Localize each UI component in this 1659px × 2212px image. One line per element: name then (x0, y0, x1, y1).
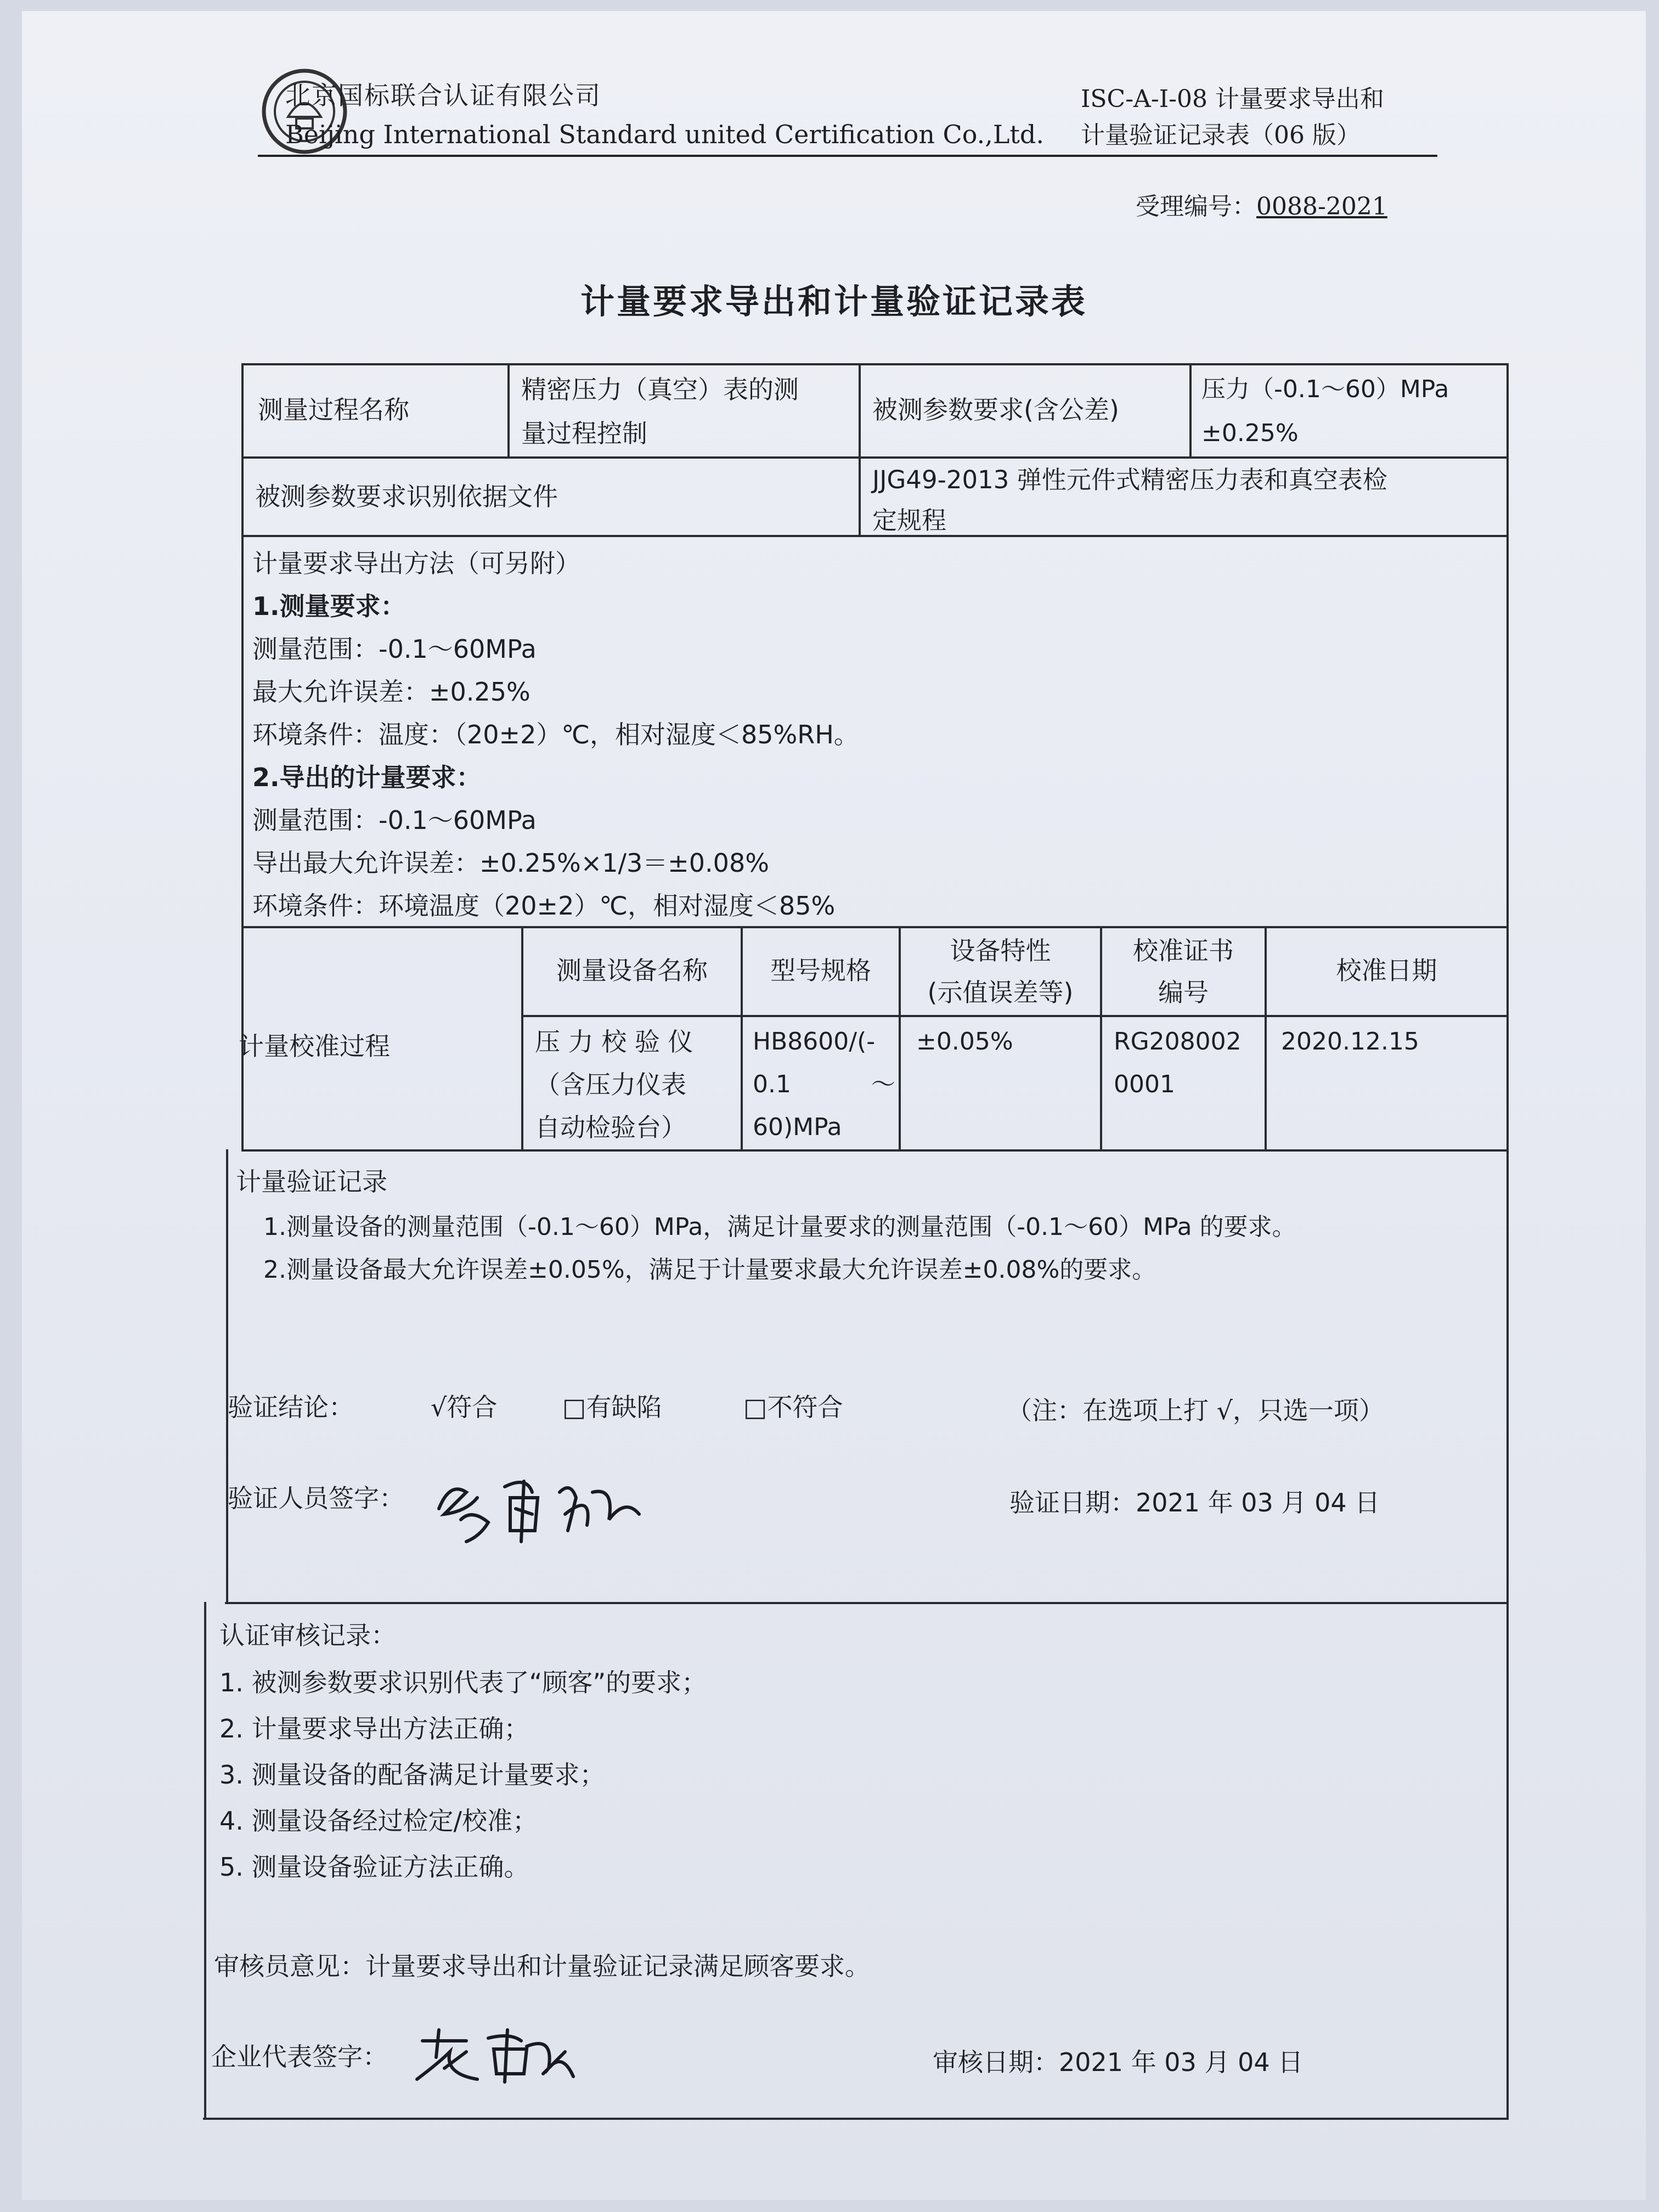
process-name-line2: 量过程控制 (521, 419, 647, 448)
representative-signature (406, 2019, 582, 2090)
acceptance-label: 受理编号： (1136, 193, 1256, 221)
derivation-line: 2.导出的计量要求： (252, 763, 482, 792)
calibration-process-label: 计量校准过程 (239, 1031, 390, 1061)
process-name-value (521, 368, 799, 455)
col-cert-no (1102, 930, 1265, 1013)
basis-document-line1: JJG49-2013 弹性元件式精密压力表和真空表检 (872, 465, 1387, 494)
col-characteristics-line2: (示值误差等) (927, 978, 1074, 1007)
device-name-line3: 自动检验台） (535, 1113, 686, 1142)
process-name-label: 测量过程名称 (258, 395, 409, 425)
table-border (204, 1602, 206, 2119)
table-border (507, 363, 510, 456)
basis-document-line2: 定规程 (872, 506, 947, 535)
document-page (22, 11, 1646, 2200)
device-name-line2: （含压力仪表 (535, 1070, 686, 1099)
derivation-line: 测量范围：-0.1～60MPa (252, 634, 537, 664)
audit-date: 审核日期：2021 年 03 月 04 日 (933, 2047, 1304, 2077)
col-cal-date: 校准日期 (1336, 956, 1437, 985)
derivation-line: 测量范围：-0.1～60MPa (252, 805, 537, 835)
param-requirement-label: 被测参数要求(含公差) (872, 395, 1119, 425)
audit-item: 2. 计量要求导出方法正确； (219, 1714, 529, 1743)
col-characteristics (901, 930, 1100, 1013)
table-border (241, 363, 1509, 365)
table-border (203, 2118, 1509, 2120)
device-model-line2 (753, 1063, 895, 1106)
basis-document-label: 被测参数要求识别依据文件 (255, 482, 558, 511)
device-model-line2-b: ～ (871, 1070, 895, 1098)
cert-number (1114, 1020, 1242, 1106)
table-border (241, 456, 1509, 459)
verifier-signature (428, 1459, 647, 1547)
option-nonconform[interactable]: □不符合 (743, 1392, 843, 1422)
derivation-line: 1.测量要求： (252, 591, 406, 621)
table-border (225, 1602, 1509, 1604)
audit-items (219, 1660, 707, 1890)
derivation-line: 环境条件：温度：（20±2）℃，相对湿度＜85%RH。 (252, 720, 859, 749)
audit-item: 5. 测量设备验证方法正确。 (219, 1852, 529, 1882)
derivation-line: 导出最大允许误差：±0.25%×1/3＝±0.08% (252, 848, 769, 878)
company-name-en: Beijing International Standard united Certification Co.,Ltd. (285, 120, 1044, 149)
verify-line1: 1.测量设备的测量范围（-0.1～60）MPa，满足计量要求的测量范围（-0.1～60）MPa 的要求。 (263, 1213, 1296, 1241)
param-requirement-line1: 压力（-0.1～60）MPa (1201, 375, 1449, 403)
process-name-line1: 精密压力（真空）表的测 (521, 375, 799, 404)
basis-document-value (872, 460, 1387, 541)
company-name-cn: 北京国标联合认证有限公司 (285, 81, 601, 110)
device-name-line1: 压 力 校 验 仪 (535, 1027, 693, 1057)
verify-date: 验证日期：2021 年 03 月 04 日 (1009, 1488, 1380, 1517)
verify-heading: 计量验证记录 (236, 1167, 387, 1197)
audit-heading: 认证审核记录： (219, 1621, 396, 1650)
table-border (226, 1149, 228, 1602)
col-characteristics-line1: 设备特性 (950, 936, 1051, 966)
rep-sign-label: 企业代表签字： (211, 2042, 388, 2072)
table-border (521, 1015, 1509, 1017)
param-requirement-value (1201, 368, 1449, 455)
param-requirement-line2: ±0.25% (1201, 419, 1299, 447)
audit-item: 3. 测量设备的配备满足计量要求； (219, 1760, 605, 1790)
derivation-heading: 计量要求导出方法（可另附） (252, 549, 580, 578)
option-defect[interactable]: □有缺陷 (562, 1392, 662, 1422)
table-border (1189, 363, 1192, 456)
form-title: 计量要求导出和计量验证记录表 (580, 281, 1087, 321)
device-model-line3: 60)MPa (753, 1113, 842, 1141)
conclusion-note: （注：在选项上打 √，只选一项） (1007, 1396, 1384, 1425)
device-model-line2-a: 0.1 (753, 1070, 791, 1098)
doc-code-line2: 计量验证记录表（06 版） (1081, 121, 1361, 149)
audit-item: 1. 被测参数要求识别代表了“顾客”的要求； (219, 1668, 707, 1697)
calibration-date: 2020.12.15 (1281, 1028, 1419, 1056)
derivation-line: 环境条件：环境温度（20±2）℃，相对湿度＜85% (252, 891, 836, 921)
table-border (1506, 363, 1509, 2119)
derivation-method (252, 542, 859, 927)
table-border (241, 1149, 1509, 1152)
audit-item: 4. 测量设备经过检定/校准； (219, 1806, 538, 1836)
derivation-line: 最大允许误差：±0.25% (252, 677, 531, 707)
device-name (535, 1020, 693, 1149)
device-characteristics: ±0.05% (916, 1028, 1013, 1056)
acceptance-number (1136, 187, 1387, 222)
device-model (753, 1020, 895, 1149)
cert-number-line1: RG208002 (1114, 1028, 1242, 1056)
col-model: 型号规格 (770, 956, 871, 985)
conclusion-label: 验证结论： (228, 1392, 354, 1422)
device-model-line1: HB8600/(- (753, 1028, 876, 1056)
option-conform[interactable]: √符合 (431, 1392, 498, 1422)
auditor-opinion: 审核员意见：计量要求导出和计量验证记录满足顾客要求。 (214, 1951, 870, 1981)
doc-code (1081, 81, 1384, 154)
col-cert-no-line1: 校准证书 (1133, 936, 1234, 966)
table-border (859, 363, 861, 535)
doc-code-line1: ISC-A-I-08 计量要求导出和 (1081, 85, 1384, 113)
verifier-sign-label: 验证人员签字： (228, 1483, 404, 1513)
verify-line2: 2.测量设备最大允许误差±0.05%，满足于计量要求最大允许误差±0.08%的要求。 (263, 1256, 1156, 1284)
col-device-name: 测量设备名称 (556, 956, 708, 985)
header-rule (258, 155, 1437, 157)
cert-number-line2: 0001 (1114, 1070, 1175, 1098)
acceptance-value: 0088-2021 (1256, 193, 1387, 221)
col-cert-no-line2: 编号 (1158, 978, 1209, 1007)
